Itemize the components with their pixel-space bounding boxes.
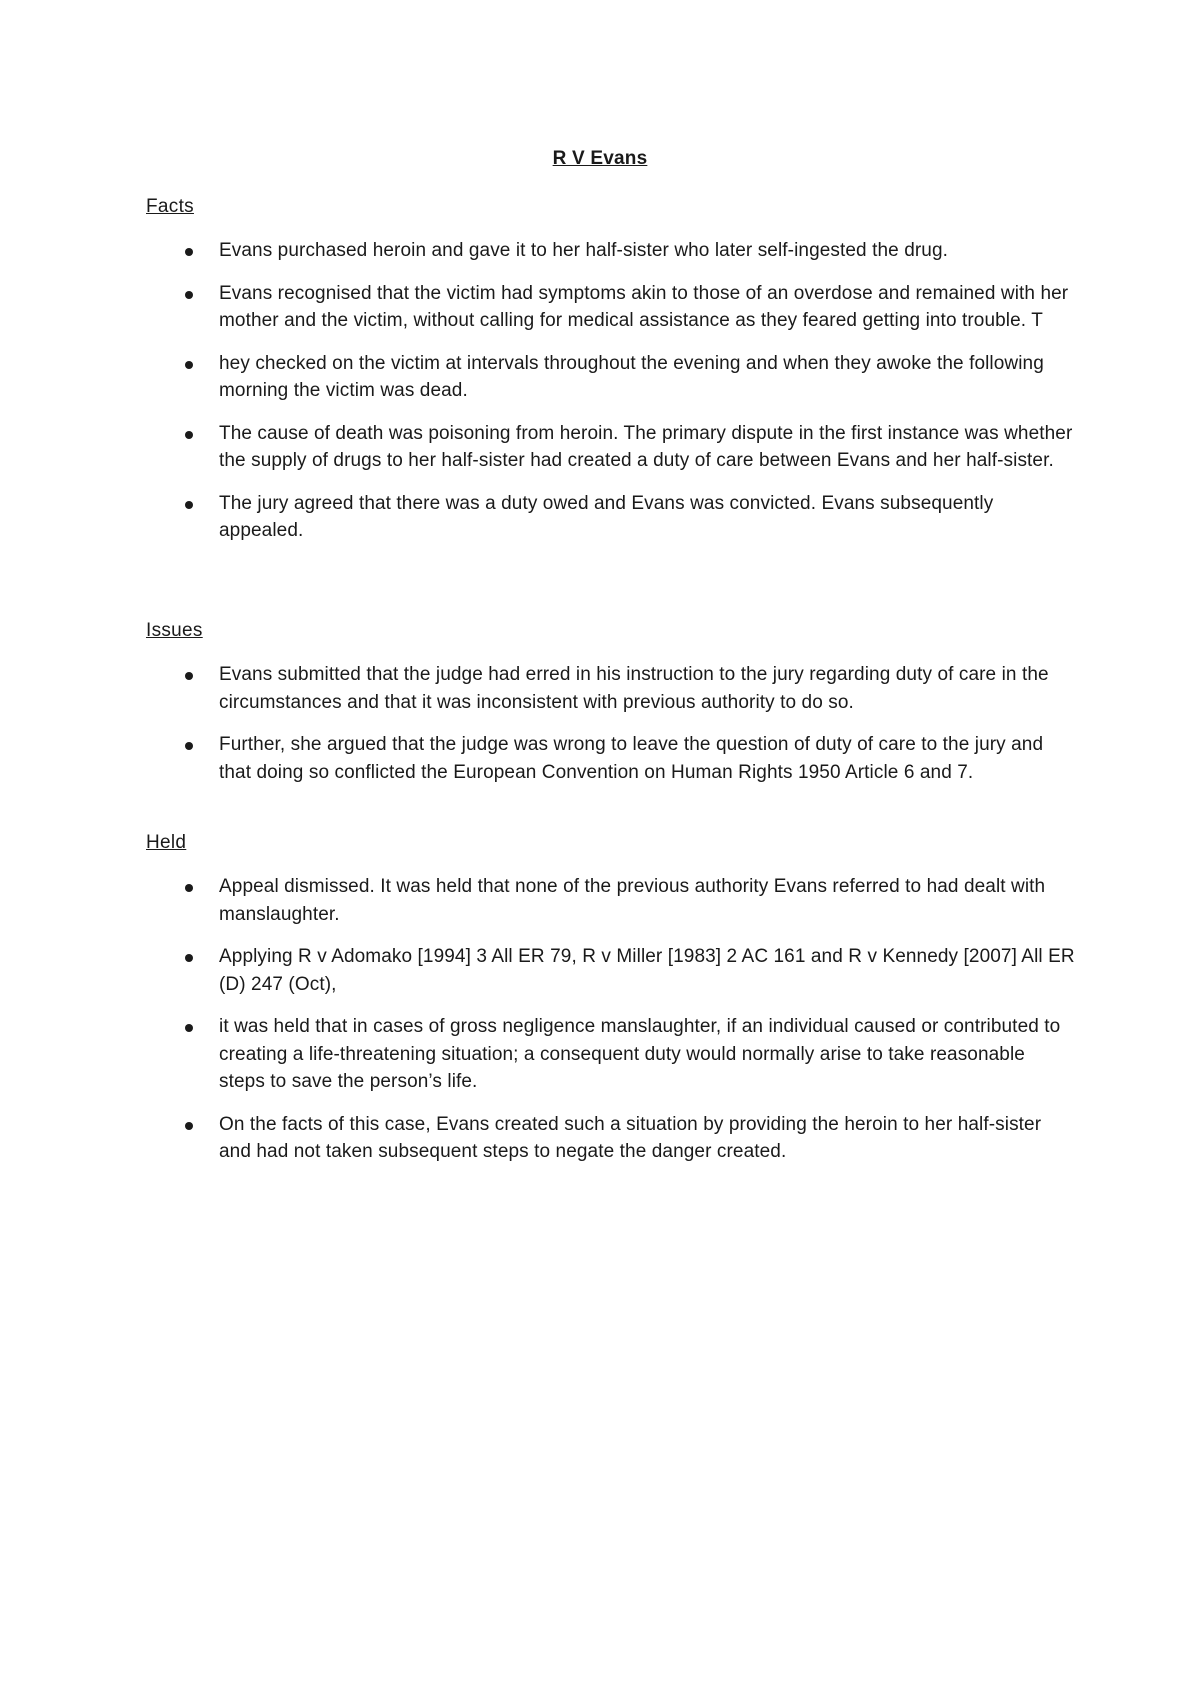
list-item bbox=[146, 237, 1076, 265]
bullet-icon bbox=[185, 291, 193, 299]
document-title: R V Evans bbox=[552, 148, 648, 169]
bullet-icon bbox=[185, 501, 193, 509]
list-item bbox=[146, 873, 1076, 928]
bullet-icon bbox=[185, 248, 193, 256]
list-item bbox=[146, 280, 1076, 335]
list-item bbox=[146, 490, 1076, 545]
bullet-icon bbox=[185, 1122, 193, 1130]
list-item-text: it was held that in cases of gross negligence manslaughter, if an individual caused or contributed to creating a life-threatening situation; a consequent duty would normally arise to take reasonable steps to save the person’s life. bbox=[219, 1016, 1061, 1092]
list-item-text: Applying R v Adomako [1994] 3 All ER 79, R v Miller [1983] 2 AC 161 and R v Kennedy [2007] All ER (D) 247 (Oct), bbox=[219, 946, 1075, 995]
list-item bbox=[146, 731, 1076, 786]
section-heading-issues: Issues bbox=[146, 620, 203, 641]
bullet-icon bbox=[185, 884, 193, 892]
bullet-icon bbox=[185, 954, 193, 962]
list-item bbox=[146, 420, 1076, 475]
list-item bbox=[146, 943, 1076, 998]
facts-list bbox=[146, 237, 1076, 560]
list-item bbox=[146, 1013, 1076, 1096]
bullet-icon bbox=[185, 742, 193, 750]
list-item-text: The cause of death was poisoning from heroin. The primary dispute in the first instance was whether the supply of drugs to her half-sister had created a duty of care between Evans and her half-sister. bbox=[219, 422, 1073, 471]
bullet-icon bbox=[185, 431, 193, 439]
bullet-icon bbox=[185, 672, 193, 680]
held-list bbox=[146, 873, 1076, 1181]
list-item-text: The jury agreed that there was a duty owed and Evans was convicted. Evans subsequently appealed. bbox=[219, 492, 994, 541]
list-item-text: Evans purchased heroin and gave it to her half-sister who later self-ingested the drug. bbox=[219, 240, 949, 261]
section-heading-facts: Facts bbox=[146, 196, 194, 217]
bullet-icon bbox=[185, 1024, 193, 1032]
issues-list bbox=[146, 661, 1076, 801]
list-item-text: Appeal dismissed. It was held that none of the previous authority Evans referred to had dealt with manslaughter. bbox=[219, 876, 1046, 925]
section-heading-held: Held bbox=[146, 832, 187, 853]
list-item-text: Evans submitted that the judge had erred in his instruction to the jury regarding duty of care in the circumstances and that it was inconsistent with previous authority to do so. bbox=[219, 664, 1049, 713]
list-item bbox=[146, 1111, 1076, 1166]
list-item-text: Evans recognised that the victim had symptoms akin to those of an overdose and remained with her mother and the victim, without calling for medical assistance as they feared getting into trouble. T bbox=[219, 282, 1069, 331]
list-item-text: On the facts of this case, Evans created such a situation by providing the heroin to her half-sister and had not taken subsequent steps to negate the danger created. bbox=[219, 1113, 1042, 1162]
list-item bbox=[146, 661, 1076, 716]
list-item-text: hey checked on the victim at intervals throughout the evening and when they awoke the following morning the victim was dead. bbox=[219, 352, 1044, 401]
list-item-text: Further, she argued that the judge was wrong to leave the question of duty of care to the jury and that doing so conflicted the European Convention on Human Rights 1950 Article 6 and 7. bbox=[219, 734, 1044, 783]
list-item bbox=[146, 350, 1076, 405]
bullet-icon bbox=[185, 361, 193, 369]
